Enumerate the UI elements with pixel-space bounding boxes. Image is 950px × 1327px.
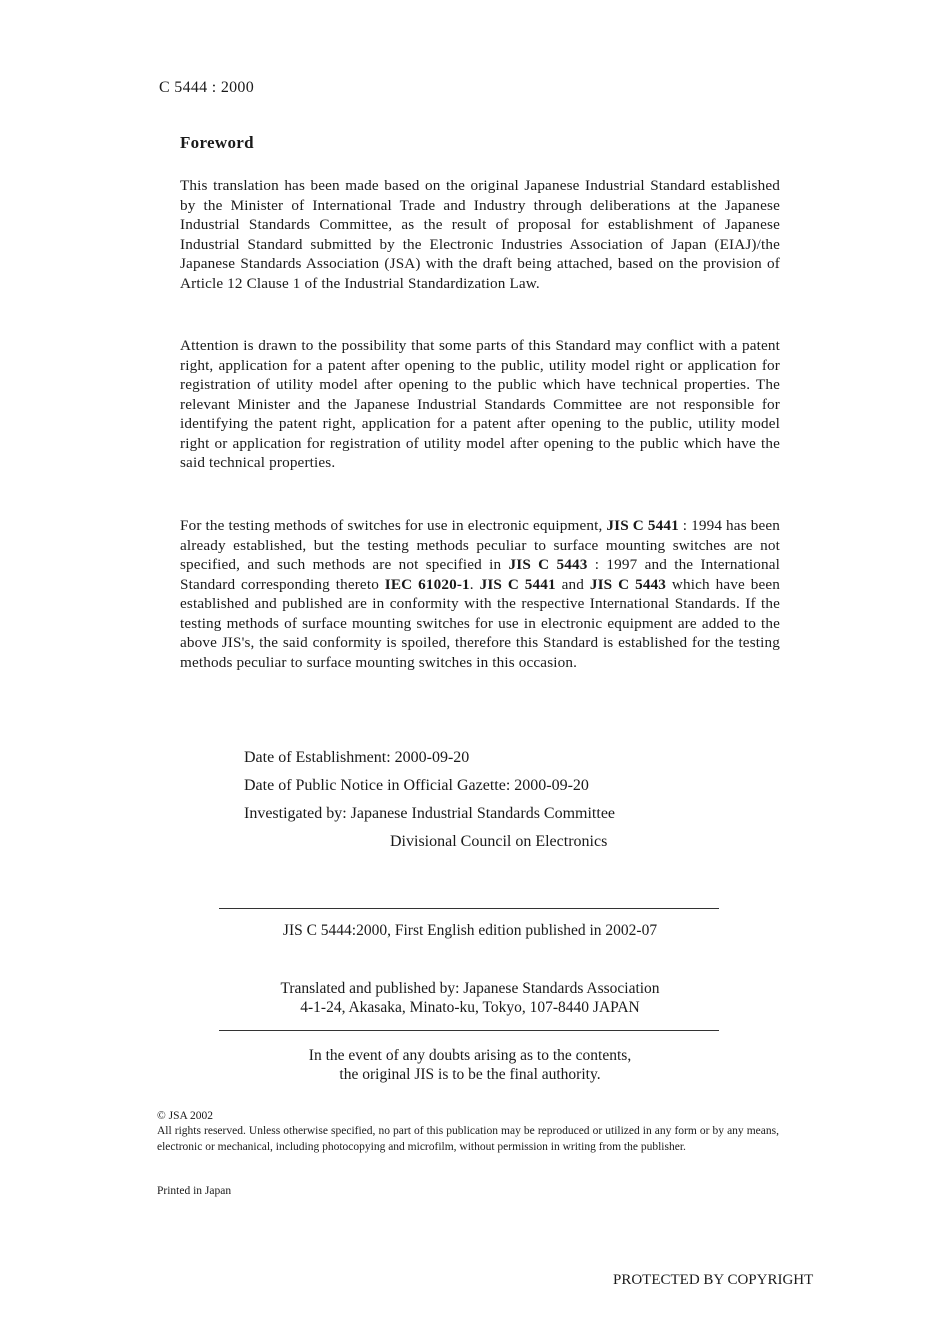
standard-ref: JIS C 5441 — [606, 517, 679, 534]
translated-by-line: Translated and published by: Japanese Standards Association — [280, 980, 660, 997]
text-run: : 1997 and the International Standard corresponding thereto — [180, 556, 780, 593]
foreword-paragraph-3 — [180, 516, 780, 672]
standard-ref: JIS C 5443 — [508, 556, 588, 573]
standard-ref: IEC 61020-1 — [384, 575, 470, 593]
copyright-mark: © JSA 2002 — [157, 1110, 214, 1122]
foreword-paragraph-2: Attention is drawn to the possibility that some parts of this Standard may conflict with a patent right, application for a patent after opening to the public, utility model right or application for registration of utility model after opening to the public which have technical properties. The relevant Minister and the Japanese Industrial Standards Committee are not responsible for identifying the patent right, application for a patent after opening to the public, utility model right or application for registration of utility model after opening to the public which have the said technical properties. — [180, 337, 780, 471]
standard-ref: JIS C 5443 — [589, 575, 667, 593]
doubts-line-1: In the event of any doubts arising as to the contents, — [308, 1047, 632, 1064]
text-run: which have been established and published are in conformity with the respective International Standards. If the testing methods of surface mounting switches for use in electronic equipment are added to the above JIS's, the said conformity is spoiled, therefore this Standard is established for the testing methods peculiar to surface mounting switches in this occasion. — [180, 575, 781, 671]
foreword-title: Foreword — [180, 133, 254, 152]
divider — [219, 908, 719, 909]
standard-ref: JIS C 5441 — [479, 575, 556, 593]
publisher-address: 4-1-24, Akasaka, Minato-ku, Tokyo, 107-8440 JAPAN — [300, 999, 640, 1016]
divisional-council: Divisional Council on Electronics — [390, 833, 608, 850]
text-run: and — [555, 575, 590, 593]
text-run: For the testing methods of switches for use in electronic equipment, — [180, 517, 607, 534]
divider — [219, 1030, 719, 1031]
foreword-paragraph-1: This translation has been made based on the original Japanese Industrial Standard established by the Minister of International Trade and Industry through deliberations at the Japanese Industrial Standards Committee, as the result of proposal for establishment of Japanese Industrial Standard submitted by the Electronic Industries Association of Japan (EIAJ)/the Japanese Standards Association (JSA) with the draft being attached, based on the provision of Article 12 Clause 1 of the Industrial Standardization Law. — [180, 177, 780, 292]
edition-line: JIS C 5444:2000, First English edition published in 2002-07 — [282, 922, 658, 939]
doubts-line-2: the original JIS is to be the final authority. — [339, 1066, 601, 1083]
rights-notice: All rights reserved. Unless otherwise specified, no part of this publication may be reproduced or utilized in any form or by any means, electronic or mechanical, including photocopying and microfilm, without permission in writing from the publisher. — [157, 1125, 779, 1153]
date-of-establishment: Date of Establishment: 2000-09-20 — [244, 749, 470, 766]
printed-in: Printed in Japan — [157, 1185, 232, 1197]
investigated-by: Investigated by: Japanese Industrial Standards Committee — [244, 805, 616, 822]
text-run: . — [469, 575, 480, 593]
text-run: : 1994 has been already established, but the testing methods peculiar to surface mounting switches are not specified, and such methods are not specified in — [180, 517, 780, 573]
date-of-public-notice: Date of Public Notice in Official Gazette: 2000-09-20 — [244, 777, 589, 794]
protected-by-copyright-footer: PROTECTED BY COPYRIGHT — [613, 1272, 814, 1288]
standard-code-header: C 5444 : 2000 — [159, 79, 255, 96]
